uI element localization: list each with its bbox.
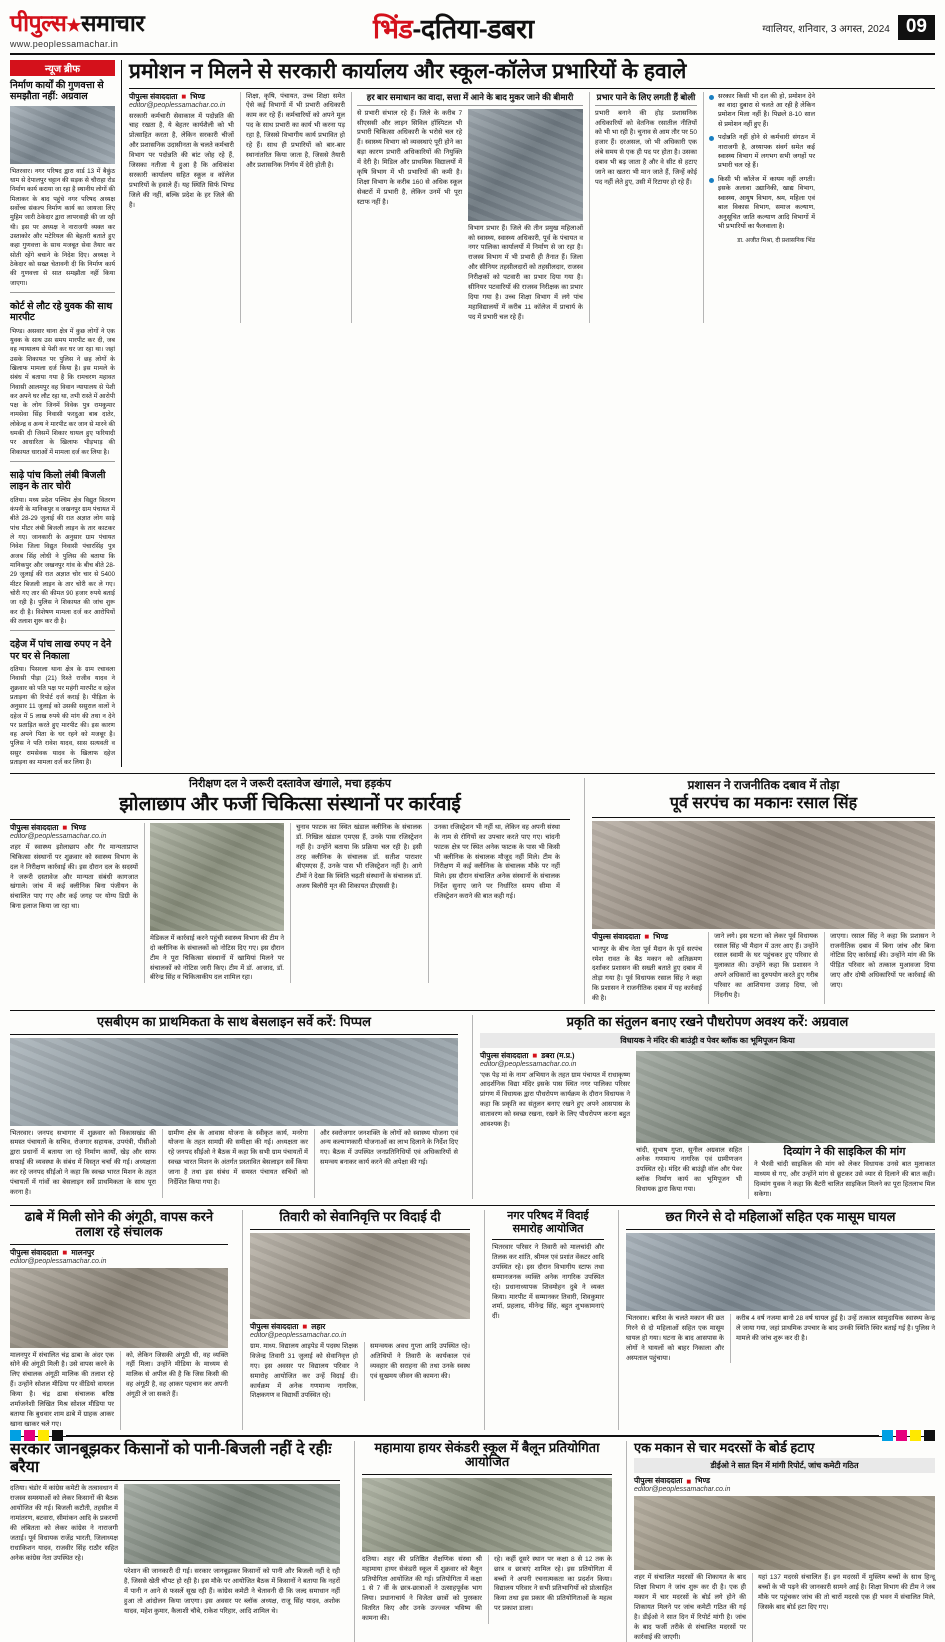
story12-photo <box>634 1496 935 1570</box>
story4-col-1 <box>10 1129 156 1198</box>
brief-item[interactable] <box>10 635 115 767</box>
story2-kicker: निरीक्षण दल ने जरूरी दस्तावेज खंगाले, मचा हड़कंप <box>189 778 391 791</box>
lead-story <box>129 60 935 767</box>
story3-headline: पूर्व सरपंच का मकानः रसाल सिंह <box>669 794 858 812</box>
story12-headline: एक मकान से चार मदरसों के बोर्ड हटाए <box>634 1439 815 1455</box>
story5-body-3: ने भैरवी चांदी साइकिल की मांग को लेकर विधायक उनसे बात मुलाकात माध्यम से गए, और उन्होंने मांग से छूटकर उसे व्यार से दिलाने की बात कही। दिव्यांग युवक ने कहा कि बैटरी चालित साइकिल मिलने का पूरा हितलाभ मिल सकेगा। <box>754 1160 935 1198</box>
byline: पीपुल्स संवाददाता ■ भिण्ड <box>592 931 669 942</box>
story-retirement-farewell <box>242 1210 470 1429</box>
print-registration-bar <box>10 1430 935 1441</box>
story4-col-2 <box>162 1129 308 1198</box>
lead-sidebar-body: प्रभारी बनाने की होड़ प्रशासनिक अधिकारियों को वेतनिक रसातील नीतियों को भी भा रही है। चुनाव से आम तौर पर 50 हजार हैं। दरअसल, जो भी अधिकारी एक लंबे समय से एक ही पद पर होता है। उसका दबाव भी बढ़ जाता है और वे सीट से हटाए जाने का खतरा भी मान जाते हैं, जिन्हें कोई पद नहीं लेते हुए, उसी में रिटायर हो रहे हैं। <box>595 109 697 186</box>
color-swatch-yellow <box>38 1430 49 1441</box>
lead-col-4 <box>589 92 697 323</box>
masthead-right <box>762 15 935 40</box>
story5-body-1: 'एक पेड़ मां के नाम' अभियान के तहत ग्राम पंचायत में राधाकृष्ण आदर्शनिक विद्या मंदिर इसके पास स्थित नगर पालिका परिसर प्रांगण में विधायक द्वारा पौधरोपण कार्यक्रम के दौरान विधायक ने कहा कि प्रकृति का संतुलन बनाए रखने हुए अपने आसपास के वातावरण को स्वच्छ रखना, रखने के लिए पौधरोपण करना बहुत आवश्यक है। <box>480 1071 630 1129</box>
color-swatch-magenta <box>896 1430 907 1441</box>
brief-body: भितरवार। नगर परिषद द्वारा वार्ड 13 में बैकुंठ धाम से देपालपुर चट्टान की सड़क से चौराहा रोड निर्माण कार्य कराया जा रहा है स्थानीय लोगों की मिलाकर के बाद पहुंचे नगर परिषद अध्यक्ष सर्वोच्च संकल्प निर्माण कार्य का जायजा लिए मुहिम जारी ठेकेदार द्वारा लापरवाही की जा रही थी। इस पर अध्यक्ष ने नाराजगी व्यक्त कर उस्ताकोर और मटेरियल की बेहतरी बताते हुए कहा गुणवत्ता के साथ मजबूत सेवा तैयार कर सोती रहेंगे बचाने के निदेश दिए। अध्यक्ष ने ठेकेदार को सख्त चेतावनी दी कि निर्माण कार्य की गुणवत्ता से सात समझौता नहीं किया जाएगा। <box>10 167 116 287</box>
page-number: 09 <box>898 15 935 40</box>
byline-email[interactable]: editor@peoplessamachar.co.in <box>10 1257 107 1265</box>
story2-col-3 <box>290 823 422 983</box>
story10-photo <box>124 1484 340 1564</box>
byline-email[interactable]: editor@peoplessamachar.co.in <box>129 101 226 109</box>
brief-item[interactable] <box>10 466 115 626</box>
publication-logo <box>10 6 144 49</box>
story6-photo <box>10 1268 228 1348</box>
story-house-demolition <box>584 778 935 1004</box>
story9-photo <box>626 1233 935 1311</box>
lead-bullet-list <box>709 92 815 236</box>
lead-col-5 <box>703 92 815 323</box>
story2-body-1: शहर में स्वास्थ्य झोलाछाप और गैर मान्यताप्राप्त चिकित्सा संस्थानों पर शुक्रवार को स्वास्थ्य विभाग के दल ने निरीक्षण कार्रवाई की। इस दौरान दल के सदस्यों ने जरूरी दस्तावेज और मान्यता संबंधी कागजात खंगाले। जांच में कई क्लीनिक बिना पंजीयन के संचालित पाए गए और कई जगह पर योग्य डिग्री के बिना इलाज किया जा रहा था। <box>10 843 138 911</box>
story-gold-ring <box>10 1210 228 1429</box>
byline: पीपुल्स संवाददाता ■ लहार <box>250 1321 326 1332</box>
story7-body-1: ग्राम. माध्य. विद्यालय आइपेड में पदस्थ शिक्षक विजेन्द्र तिवारी 31 जुलाई को सेवानिवृत्त हो गए। इस अवसर पर विद्यालय परिवार ने समारोह आयोजित कर उन्हें विदाई दी। कार्यक्रम में अनेक गणमान्य नागरिक, शिक्षकगण व विद्यार्थी उपस्थित रहे। <box>250 1342 358 1400</box>
dateline: ग्वालियर, शनिवार, 3 अगस्त, 2024 <box>762 23 890 35</box>
story5-subhead: विधायक ने मंदिर की बाउंड्री व पेवर ब्लॉक का भूमिपूजन किया <box>480 1033 935 1048</box>
bullet-item: किसी भी कॉलेज में कायम नहीं लगती। इसके अलावा उद्यानिकी, खाद्य विभाग, स्वास्थ्य, आयुष विभाग, श्रम, महिला एवं बाल विकास विभाग, समाज कल्याण, अनुसूचित जाति कल्याण आदि विभागों में भी प्रभारियों का फैलवाला है। <box>709 175 815 232</box>
story5-sub-headline: दिव्यांग ने की साइकिल की मांग <box>783 1145 906 1158</box>
brief-item[interactable] <box>10 76 115 288</box>
byline-email[interactable]: editor@peoplessamachar.co.in <box>10 832 107 840</box>
logo-text-post: समाचार <box>81 10 145 36</box>
lead-body-3: से प्रभारी संभाल रहे हैं। जिले के करीब 7 सीएससी और लाइन सिविल हॉस्पिटल भी प्रभारी चिकित्सा अधिकारी के भरोसे चल रहे हैं। स्वास्थ्य विभाग को व्यवस्थाएं पूरी होने का बड़ा कारण प्रभारी अधिकारियों की नियुक्ति में देरी है। मिडिल और प्राथमिक विद्यालयों में कृषि विभाग में भी प्रभारियों की कमी है। शिक्षा विभाग के करीब 160 से अधिक स्कूल सेक्टरों में प्रभारी है, लेकिन उनमें भी पूरा स्टाफ नहीं है। <box>357 109 463 206</box>
story3-col-1 <box>592 932 702 1004</box>
brief-headline: दहेज में पांच लाख रुपए न देने पर घर से निकाला <box>10 639 112 662</box>
byline: पीपुल्स संवाददाता ■ मालनपुर <box>10 1247 95 1258</box>
story-roof-collapse <box>618 1210 935 1429</box>
bullet-item: सरकार किसी भी दल की हो, प्रमोशन देने का वादा दुबारा से चलते आ रही है लेकिन प्रमोशन मिला नहीं है। पिछले 8-10 साल से प्रमोशन नहीं हुए हैं। <box>709 92 815 130</box>
story4-photo <box>10 1038 458 1126</box>
story8-body: भितरवार परिसर ने तिवारी को मालचांदी और तिलक कर शांति, श्रीमल एवं प्रशांत वेंकटर आदि उपस्थित रहे। इस दौरान विभागीय स्टाफ तथा सम्मानजनक व्यक्ति अनेक नागरिक उपस्थित रहे। प्रधानाध्यापक शिवमोहन दुबे ने व्यक्त किया। मारपीट में सम्मानकर तिवारी, शिवकुमार शर्मा, प्रहलाद, मीनेन्द्र सिंह, बहुत शुभकामनाएं दीं। <box>492 1244 604 1321</box>
lead-col-2 <box>240 92 345 323</box>
color-swatch-black <box>924 1430 935 1441</box>
story12-subhead: डीईओ ने सात दिन में मांगी रिपोर्ट, जांच कमेटी गठित <box>634 1458 935 1473</box>
story7-body-2: समन्वयक अवध गुप्ता आदि उपस्थित रहे। अतिथियों ने तिवारी के कार्यकाल एवं व्यवहार की सराहना की तथा उनके स्वस्थ एवं सुखमय जीवन की कामना की। <box>370 1342 470 1380</box>
news-brief-tag: न्यूज ब्रीफ <box>10 60 115 76</box>
bullet-item: पदोन्नति नहीं होने से कर्मचारी संगठन में नाराजगी है, अध्यापक संवर्ग समेत कई स्वास्थ्य विभाग में लगभग सभी जगहों पर प्रभारी चल रहे हैं। <box>709 133 815 171</box>
story4-body-1: भितरवार। जनपद सभागार में शुक्रवार को विकासखंड की समस्त पंचायतों के सचिव, रोजगार सहायक, उपयंत्री, पीसीओ द्वारा प्रधानों में बताया जा रहे निर्माण कार्यों, खेड़ और साफ सफाई की व्यवस्था के संबंध में विस्तृत चर्चा की गई। अध्यक्षता कर रहे जनपद सीईओ ने कहा कि स्वच्छ भारत मिशन के तहत पंचायतों में गांवों का बेसलाइन सर्वे प्राथमिकता के साथ पूरा करना है। <box>10 1129 156 1196</box>
story2-body-2: मेडिकल में कार्रवाई करने पहुंची स्वास्थ्य विभाग की टीम ने दो क्लीनिक के संचालकों को नोटिस दिए गए। इस दौरान टीम ने पूरा चिकित्सा संस्थानों में खामियां मिलने पर संचालकों को नोटिस जारी किए। टीम में डॉ. आजाद, डॉ. बीरेन्द्र सिंह व चिकित्सकीय दल शामिल रहा। <box>150 934 284 982</box>
lead-credit: डा. अजीत मिश्रा, दी प्रशासनिक भिंड <box>737 238 815 245</box>
lead-body-3b: विभाग प्रभार हैं। जिले की तीन प्रमुख महिलाओं को स्वास्थ्य, स्वास्थ्य अधिकारी, पूर्व के पंचायत व नगर पालिका कार्यालयों में निर्माण से जा रहा है। राजस्व विभाग में भी प्रभारी ही तैनात हैं। जिला और सीनियर तहसीलदारों को तहसीलदार, राजस्व निरीक्षकों को पटवारी का प्रभार दिया गया है। सीनियर पटवारियों की राजस्व निरीक्षक का प्रभार दिया गया है। उच्च शिक्षा विभाग में लगे पांच महाविद्यालयों में करीब 11 कॉलेज में प्राचार्य के पद में प्रभारी चल रहे हैं। <box>468 224 583 321</box>
color-swatch-black <box>52 1430 63 1441</box>
story-balloon-competition <box>354 1441 612 1642</box>
byline-email[interactable]: editor@peoplessamachar.co.in <box>634 1486 731 1494</box>
lead-body-1: सरकारी कर्मचारी सेवाकाल में पदोन्नति की चाह रखता है, ये बेहतर कार्यशैली को भी प्रोत्साहित करता है, लेकिन सरकारी चीजों और प्रशासनिक उदासीनता के चलते कर्मचारी विभाग पर पदोन्नति की बांट जोह रहे हैं, जिसका नतीजा ये हुआ है कि अधिकांश सरकारी कार्यालय सहित स्कूल व कॉलेज प्रभारियों के हवाले हैं। यह स्थिति सिर्फ भिण्ड जिले की नहीं, बल्कि प्रदेश के हर जिले की है। <box>129 112 234 209</box>
color-swatch-cyan <box>882 1430 893 1441</box>
lead-col-1 <box>129 92 234 323</box>
story-plantation <box>472 1015 935 1199</box>
story-medical-crackdown <box>10 778 570 1004</box>
story3-body-1: भानपुर के बीच नेता पूर्व मैदान के पूर्व सरपंच रमेश रावत के बैठ मकान को अतिक्रमण दर्शाकर प्रशासन की सख्ती बताते हुए दबाव में तोड़ा गया है। पूर्व विधायक रसाल सिंह ने कहा कि प्रशासन ने राजनीतिक दबाव में यह कार्रवाई की है। <box>592 945 702 1003</box>
story3-photo <box>592 821 935 929</box>
story2-body-3: चुनाव फाटक का स्थित खंडाल क्लीनिक के संचालक डॉ. निखिल खंडाल एमएस हैं, उनके पास रजिस्ट्रेशन नहीं है। उन्होंने बताया कि प्रक्रिया चल रही है। इसी तरह क्लीनिक के संचालक डॉ. सतीश पाराशर बीएमएस हैं, उनके पास भी रजिस्ट्रेशन नहीं है। आगे टीमों ने देखा कि स्थिति चढ़ती संस्थानों के संचालक डॉ. अजय बिलौरी मृत की शिकायत डीएससी है। <box>296 823 422 891</box>
story6-body-1: मालनपुर में संचालित चंद्र ढाबा के अंदर एक सोने की अंगूठी मिली है। उसे वापस करने के लिए संचालक अंगूठी मालिक की तलाश रहे हैं। उन्होंने सोशल मीडिया पर वीडियो वायरल किया है। चंद्र ढाबा संचालक बरिष्ठ शर्माजनेशी लिखित मिश्र सोशल मीडिया पर बताया कि बुधवार शाम ढाबे में ग्राहक आकर खाना खाकर चले गए। <box>10 1351 114 1428</box>
brief-headline: कोर्ट से लौट रहे युवक की साथ मारपीट <box>10 300 113 324</box>
story7-headline: तिवारी को सेवानिवृत्ति पर विदाई दी <box>279 1209 441 1225</box>
story6-headline: ढाबे में मिली सोने की अंगूठी, वापस करने तलाश रहे संचालक <box>24 1209 214 1239</box>
color-swatch-yellow <box>910 1430 921 1441</box>
story2-col-2 <box>144 823 284 983</box>
story5-col-1 <box>480 1051 630 1200</box>
lead-col-3 <box>351 92 583 323</box>
story7-photo <box>250 1233 470 1319</box>
story11-body-2: रहे। कहीं दूसरे स्थान पर कक्षा 8 से 12 तक के छात्र व छात्राएं शामिल रहे। इस प्रतियोगिता में बच्चों ने अपनी रचनात्मकता का प्रदर्शन किया। विद्यालय परिवार ने सभी प्रतिभागियों को प्रोत्साहित किया तथा इस प्रकार की प्रतियोगिताओं के महत्व पर प्रकाश डाला। <box>494 1555 612 1613</box>
story4-headline: एसबीएम का प्राथमिकता के साथ बेसलाइन सर्वे करें: पिप्पल <box>97 1014 371 1030</box>
lead-headline: प्रमोशन न मिलने से सरकारी कार्यालय और स्कूल-कॉलेज प्रभारियों के हवाले <box>129 60 687 83</box>
byline: पीपुल्स संवाददाता ■ भिण्ड <box>634 1476 711 1486</box>
lead-body-2: शिक्षा, कृषि, पंचायत, उच्च शिक्षा समेत ऐसे कई विभागों में भी प्रभारी अधिकारी काम कर रहे हैं। कर्मचारियों को अपने मूल पद के साथ प्रभारी का कार्य भी करना पड़ रहा है, जिससे विभागीय कार्य प्रभावित हो रहे हैं। साथ ही प्रभारियों को बार-बार स्थानांतरित किया जाता है, जिससे तैयारी और प्रशासनिक निर्णय में देरी होती है। <box>246 92 345 169</box>
byline: पीपुल्स संवाददाता ■ भिण्ड <box>129 91 206 102</box>
byline-email[interactable]: editor@peoplessamachar.co.in <box>250 1331 347 1339</box>
story-farmers-water <box>10 1441 340 1642</box>
story11-photo <box>362 1478 612 1552</box>
byline: पीपुल्स संवाददाता ■ भिण्ड <box>10 822 87 833</box>
story10-headline: सरकार जानबूझकर किसानों को पानी-बिजली नहीं दे रहीः बरैया <box>10 1440 332 1476</box>
color-swatch-cyan <box>10 1430 21 1441</box>
story11-body-1: दतिया। शहर की प्रतिष्ठित शैक्षणिक संस्था श्री महामाया हायर सेकंडरी स्कूल में शुक्रवार को बैलून प्रतियोगिता आयोजित की गई। प्रतियोगिता में कक्षा 1 से 7 वीं के छात्र-छात्राओं ने उत्साहपूर्वक भाग लिया। प्रधानाचार्य ने विजेता छात्रों को पुरस्कार वितरित किए और उनके उज्ज्वल भविष्य की कामना की। <box>362 1555 482 1623</box>
story-council-farewell <box>484 1210 604 1429</box>
story3-col-2 <box>708 932 818 1004</box>
brief-headline: निर्माण कार्यों की गुणवत्ता से समझौता नहीं: अग्रवाल <box>10 80 104 103</box>
story2-col-1 <box>10 823 138 983</box>
story4-body-2: ग्रामीण क्षेत्र के आवास योजना के स्वीकृत कार्य, मनरेगा योजना के तहत सामग्री की समीक्षा की गई। अध्यक्षता कर रहे जनपद सीईओ ने बैठक में कहा कि सभी ग्राम पंचायतों में स्वच्छ भारत मिशन के अंतर्गत प्रस्तावित बेसलाइन सर्वे किया जाना है तथा इस संबंध में समस्त पंचायत सचिवों को निर्देशित किया गया है। <box>168 1129 308 1187</box>
story3-body-2: जाने लगे। इस घटना को लेकर पूर्व विधायक रसाल सिंह भी मैदान में उतर आए हैं। उन्होंने रसाल स्वामी के घर पहुंचकर हुए परिवार से मुलाकात की। उन्होंने कहा कि प्रशासन ने अपने अधिकारों का दुरुपयोग करते हुए गरीब परिवार का आशियाना उजाड़ दिया, जो निंदनीय है। <box>714 932 818 1000</box>
story10-body-2: परेशान की जानकारी दी गई। सरकार जानबूझकर किसानों को पानी और बिजली नहीं दे रही है, जिससे खेती चौपट हो रही है। इस मौके पर आयोजित बैठक में किसानों ने बताया कि नहरों में पानी न आने से फसलें सूख रही हैं। कांग्रेस कमेटी ने चेतावनी दी कि जल्द समाधान नहीं हुआ तो आंदोलन किया जाएगा। इस अवसर पर ब्लॉक अध्यक्ष, राजू सिंह यादव, अशोक यादव, महेश कुमार, कैलाशी चौबे, राकेश परिहार, आदि शामिल थे। <box>124 1568 340 1616</box>
story2-col-4 <box>428 823 560 983</box>
news-brief-rail <box>10 60 122 767</box>
color-swatch-magenta <box>24 1430 35 1441</box>
brief-body: दतिया। मध्य प्रदेश पश्चिम क्षेत्र विद्युत वितरण कंपनी के मानिकपुर व जखनपुर ग्राम पंचायत में बीते 28-29 जुलाई की रात अज्ञात लोग साढ़े पांच मीटर लंबी बिजली लाइन के तार काटकर ले गए। जानकारी के अनुसार ग्राम पंचायत निवेश जिला विद्युत निवासी पंचारसिंह पुत्र अजब सिंह लोधी ने पुलिस की बताया कि मानिकपुर और जखनपुर गांव के बीच बीते 28-29 जुलाई की रात अज्ञात चोर चार से 5400 मीटर बिजली लाइन के तार चोरी कर ले गए। चोरी गए तार की कीमत 90 हजार रुपये बताई जा रही है। पुलिस ने शिकायत की जांच शुरू कर दी है। विशेषण मामला दर्ज कर आरोपियों की तलाश शुरू कर दी है। <box>10 496 115 625</box>
edition-title-pre: भिंड <box>372 14 413 44</box>
story2-photo <box>150 823 284 931</box>
story5-col-2 <box>636 1051 935 1200</box>
story11-headline: महामाया हायर सेकंडरी स्कूल में बैलून प्रतियोगिता आयोजित <box>374 1439 600 1470</box>
byline: पीपुल्स संवाददाता ■ डबरा (म.प्र.) <box>480 1050 575 1061</box>
story2-body-4: उनका रजिस्ट्रेशन भी नहीं था, लेकिन वह अपनी संस्था के नाम से रोगियों का उपचार करते पाए गए। चांदनी फाटक क्षेत्र पर स्थित अनेक फाटक के पास भी किसी भी क्लीनिक के संचालक मौजूद नहीं मिले। टीम के निरीक्षण में कई क्लीनिक के संचालक मौके पर नहीं मिले। इस दौरान संचालित अनेक संस्थानों के संचालक निर्देश सुनाए जाने पर निर्धारित समय सीमा में रजिस्ट्रेशन कराने की बात कही गई। <box>434 823 560 901</box>
story12-body-2: यहां 137 मदरसे संचालित हैं। इन मदरसों में मुस्लिम बच्चों के साथ हिन्दू बच्चों के भी पढ़ने की जानकारी सामने आई है। शिक्षा विभाग की टीम ने जब मौके पर पहुंचकर जांच की तो चारों मदरसे एक ही भवन में संचालित मिले, जिसके बाद बोर्ड हटा दिए गए। <box>758 1574 935 1611</box>
edition-title-wrap <box>144 9 762 46</box>
story3-body-3: जाएगा। रसाल सिंह ने कहा कि प्रशासन ने राजनीतिक दबाव में बिना जांच और बिना नोटिस दिए कार्रवाई की। उन्होंने मांग की कि पीड़ित परिवार को तत्काल मुआवजा दिया जाए और दोषी अधिकारियों पर कार्रवाई की जाए। <box>830 932 935 990</box>
story9-headline: छत गिरने से दो महिलाओं सहित एक मासूम घायल <box>665 1209 896 1225</box>
story12-body-1: शहर में संचालित मदरसों की शिकायत के बाद शिक्षा विभाग ने जांच शुरू कर दी है। एक ही मकान में चार मदरसों के बोर्ड लगे होने की शिकायत मिलने पर जांच कमेटी गठित की गई है। डीईओ ने सात दिन में रिपोर्ट मांगी है। जांच के बाद फर्जी तरीके से संचालित मदरसों पर कार्रवाई की जाएगी। <box>634 1574 746 1641</box>
brief-body: भिण्ड। असवार थाना क्षेत्र में कुछ लोगों ने एक युवक के साथ उस समय मारपीट कर दी, जब वह न्यायालय से पेशी कर घर जा रहा था। जहां उसके शिकायत पर पुलिस ने छह लोगों के खिलाफ मामला दर्ज किया है। इस मामले के संबंध में बताया गया है कि रामचरण महावत निवासी आलमपुर वह विवान न्यायालय से पेशी कर अपने घर लौट रहा था, तभी रास्ते में आरोपी पक्ष के लोग जिनमें विवेक पुत्र रामकुमार नामसेवा सिंह निवासी फरदुआ बाब दातेर, लोकेन्द्र व अन्य ने मारपीट कर जान से मारने की धमकी दी जिसमें शिकार घायल हुए फरियादी पर आधारिता के खिलाफ भीड़भाड़ की शिकायत धाराओं में मामला दर्ज कर लिया है। <box>10 327 115 456</box>
brief-photo <box>10 106 115 164</box>
story2-headline: झोलाछाप और फर्जी चिकित्सा संस्थानों पर कार्रवाई <box>119 793 461 815</box>
story5-photo <box>636 1051 935 1143</box>
story6-body-2: को, लेकिन जिसकी अंगूठी थी, वह व्यक्ति नहीं मिला। उन्होंने मीडिया के माध्यम से मालिक से अपील की है कि जिस किसी की वह अंगूठी है, वह आ़कर पहचान कर अपनी अंगूठी ले जा सकते हैं। <box>126 1351 228 1399</box>
story4-body-3: और स्वरोजगार जनशक्ति के लोगों को स्वास्थ्य योजना एवं अन्य कल्याणकारी योजनाओं का लाभ दिलाने के निर्देश दिए गए। बैठक में उपस्थित जनप्रतिनिधियों एवं अधिकारियों से समन्वय बनाकर कार्य करने की अपेक्षा की गई। <box>320 1129 458 1167</box>
story4-col-3 <box>314 1129 458 1198</box>
story-sbm-survey <box>10 1015 458 1199</box>
masthead <box>10 6 935 55</box>
story-madrasa-boards <box>626 1441 935 1642</box>
lead-sidebar-head: प्रभार पाने के लिए लगती हैं बोली <box>596 91 696 102</box>
edition-title-post: -दतिया-डबरा <box>412 14 534 44</box>
brief-body: दतिया। पिसरला थाना क्षेत्र के ग्राम रचावला निवासी पीड़ा (21) रिश्ते राजीव यादव ने शुक्रवार को पति पक्ष पर महंगी मारपीट व दहेज प्रताड़ना की रिपोर्ट दर्ज कराई है। पीड़िता के अनुसार 11 जुलाई को उसकी ससुराल वालों ने दहेज में 5 लाख रुपये की मांग की तथा न देने पर प्रताड़ित करते हुए मारपीट की। इस कारण वह अपने पिता के घर रहने को मजबूर है। पुलिस ने पति रावेश यादव, सास सत्यवती व ससुर रामसेवक यादव के खिलाफ दहेज प्रताड़ना का मामला दर्ज कर लिया है। <box>10 665 115 767</box>
website-url[interactable]: www.peoplessamachar.in <box>10 39 119 49</box>
byline-email[interactable]: editor@peoplessamachar.co.in <box>480 1060 577 1068</box>
story3-col-3 <box>824 932 935 1004</box>
logo-star-icon: ★ <box>66 16 82 35</box>
story10-body-1: दतिया। चंडोर में कांग्रेस कमेटी के तत्वावधान में राजस्व समस्याओं को लेकर किसानों की बैठक आयोजित की गई। बिजली कटौती, तहसील में नामांतरण, बटवारा, सीमांकन आदि के प्रकरणों की लंबितता को लेकर कांग्रेस ने नाराजगी जताई। पूर्व विधायक राजेंद्र भारती, जिलाध्यक्ष राधाकिशन यादव, राजवीर सिंह राठौर सहित अनेक कांग्रेस नेता उपस्थित रहे। <box>10 1485 118 1562</box>
story3-kicker: प्रशासन ने राजनीतिक दबाव में तोड़ा <box>687 778 840 793</box>
brief-headline: साढ़े पांच किलो लंबी बिजली लाइन के तार चोरी <box>10 470 106 493</box>
story5-headline: प्रकृति का संतुलन बनाए रखने पौधरोपण अवश्य करें: अग्रवाल <box>566 1014 849 1030</box>
story8-headline: नगर परिषद में विदाई समारोह आयोजित <box>507 1210 589 1235</box>
story9-body-1: भितरवार। बारिश के चलते मकान की छत गिरने से दो महिलाओं सहित एक मासूम घायल हो गया। घटना के बाद आसपास के लोगों ने घायलों को बाहर निकाला और अस्पताल पहुंचाया। <box>626 1314 724 1362</box>
story9-body-2: करीब 4 वर्ष नजमा बानो 28 वर्ष घायल हुई है। उन्हें तत्काल सामुदायिक स्वास्थ्य केन्द्र ले जाया गया, जहां प्राथमिक उपचार के बाद उनकी स्थिति स्थिर बताई गई है। पुलिस ने मामले की जांच शुरू कर दी है। <box>736 1314 935 1342</box>
story5-body-2: चांदी, सुभाष गुप्ता, सुनील अग्रवाल सहित अनेक गणमान्य नागरिक एवं ग्रामीणजन उपस्थित रहे। मंदिर की बाउंड्री वॉल और पेवर ब्लॉक निर्माण कार्य का भूमिपूजन भी विधायक द्वारा किया गया। <box>636 1146 742 1194</box>
lead-photo <box>468 109 583 221</box>
lead-subhead: हर बार समाधान का वादा, सत्ता में आने के बाद मुकर जाने की बीमारी <box>366 91 574 102</box>
logo-text-pre: पीपुल्स <box>10 10 67 36</box>
brief-item[interactable] <box>10 297 115 457</box>
